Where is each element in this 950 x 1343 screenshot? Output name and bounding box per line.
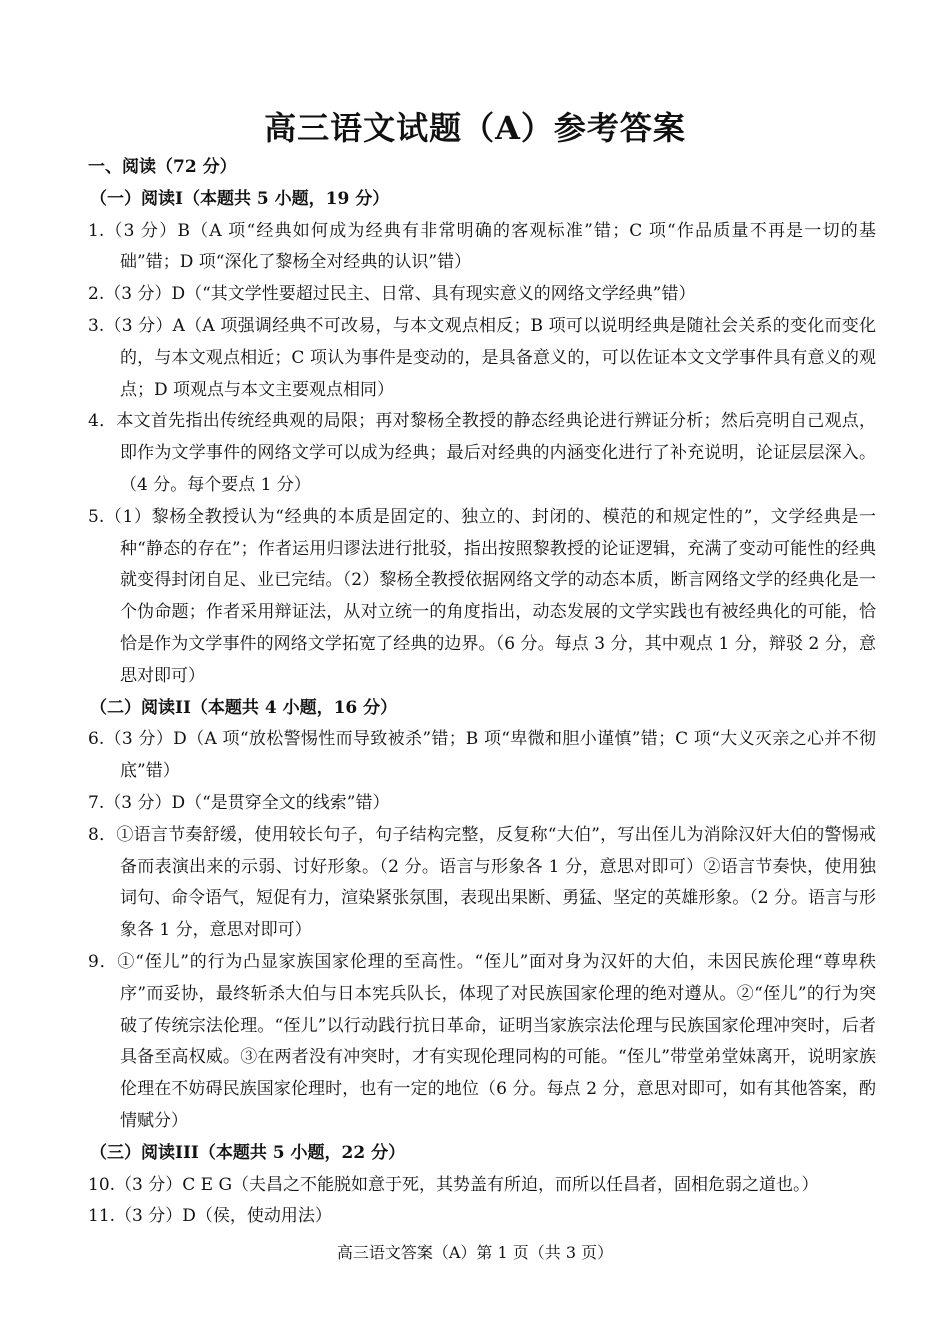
answer-item-8: 8．①语言节奏舒缓，使用较长句子，句子结构完整，反复称“大伯”，写出侄儿为消除汉奸大伯的警惕戒备而表演出来的示弱、讨好形象。（2 分。语言与形象各 1 分，意思对即可）②语言节奏快，使用独词句、命令语气，短促有力，渲染紧张氛围，表现出果断、勇猛、坚定的英雄形象。（2 分。语言与形象各 1 分，意思对即可） — [88, 824, 876, 941]
page-footer: 高三语文答案（A）第 1 页（共 3 页） — [336, 1243, 614, 1262]
answer-item-7: 7.（3 分）D（“是贯穿全文的线索”错） — [88, 792, 390, 813]
subsection-heading-reading-3: （三）阅读III（本题共 5 小题，22 分） — [90, 1142, 406, 1163]
answer-item-11: 11.（3 分）D（侯，使动用法） — [88, 1206, 332, 1227]
subsection-heading-reading-2: （二）阅读II（本题共 4 小题，16 分） — [90, 697, 398, 718]
answer-item-4: 4．本文首先指出传统经典观的局限；再对黎杨全教授的静态经典论进行辨证分析；然后亮明自己观点，即作为文学事件的网络文学可以成为经典；最后对经典的内涵变化进行了补充说明，论证层层深入。（4 分。每个要点 1 分） — [88, 411, 876, 495]
answer-item-1: 1.（3 分）B（A 项“经典如何成为经典有非常明确的客观标准”错；C 项“作品质量不再是一切的基础”错；D 项“深化了黎杨全对经典的认识”错） — [88, 220, 876, 273]
section-heading-reading: 一、阅读（72 分） — [88, 157, 237, 177]
answer-item-9: 9．①“侄儿”的行为凸显家族国家伦理的至高性。“侄儿”面对身为汉奸的大伯，未因民族伦理“尊卑秩序”而妥协，最终斩杀大伯与日本宪兵队长，体现了对民族国家伦理的绝对遵从。②“侄儿”的行为突破了传统宗法伦理。“侄儿”以行动践行抗日革命，证明当家族宗法伦理与民族国家伦理冲突时，后者具备至高权威。③在两者没有冲突时，才有实现伦理同构的可能。“侄儿”带堂弟堂妹离开，说明家族伦理在不妨碍民族国家伦理时，也有一定的地位（6 分。每点 2 分，意思对即可，如有其他答案，酌情赋分） — [88, 951, 876, 1131]
answer-item-5: 5.（1）黎杨全教授认为“经典的本质是固定的、独立的、封闭的、模范的和规定性的”，文学经典是一种“静态的存在”；作者运用归谬法进行批驳，指出按照黎教授的论证逻辑，充满了变动可能性的经典就变得封闭自足、业已完结。（2）黎杨全教授依据网络文学的动态本质，断言网络文学的经典化是一个伪命题；作者采用辩证法，从对立统一的角度指出，动态发展的文学实践也有被经典化的可能，恰恰是作为文学事件的网络文学拓宽了经典的边界。（6 分。每点 3 分，其中观点 1 分，辩驳 2 分，意思对即可） — [88, 506, 876, 686]
answer-item-3: 3.（3 分）A（A 项强调经典不可改易，与本文观点相反；B 项可以说明经典是随社会关系的变化而变化的，与本文观点相近；C 项认为事件是变动的，是具备意义的，可以佐证本文文学事件具有意义的观点；D 项观点与本文主要观点相同） — [88, 315, 876, 400]
answer-item-2: 2.（3 分）D（“其文学性要超过民主、日常、具有现实意义的网络文学经典”错） — [88, 284, 696, 305]
page-title: 高三语文试题（A）参考答案 — [264, 109, 686, 147]
answer-item-6: 6.（3 分）D（A 项“放松警惕性而导致被杀”错；B 项“卑微和胆小谨慎”错；C 项“大义灭亲之心并不彻底”错） — [88, 729, 876, 782]
answer-item-10: 10.（3 分）C E G（夫昌之不能脱如意于死，其势盖有所迫，而所以任昌者，固相危弱之道也。） — [88, 1174, 819, 1195]
subsection-heading-reading-1: （一）阅读I（本题共 5 小题，19 分） — [90, 188, 390, 209]
answer-body — [88, 152, 876, 1233]
